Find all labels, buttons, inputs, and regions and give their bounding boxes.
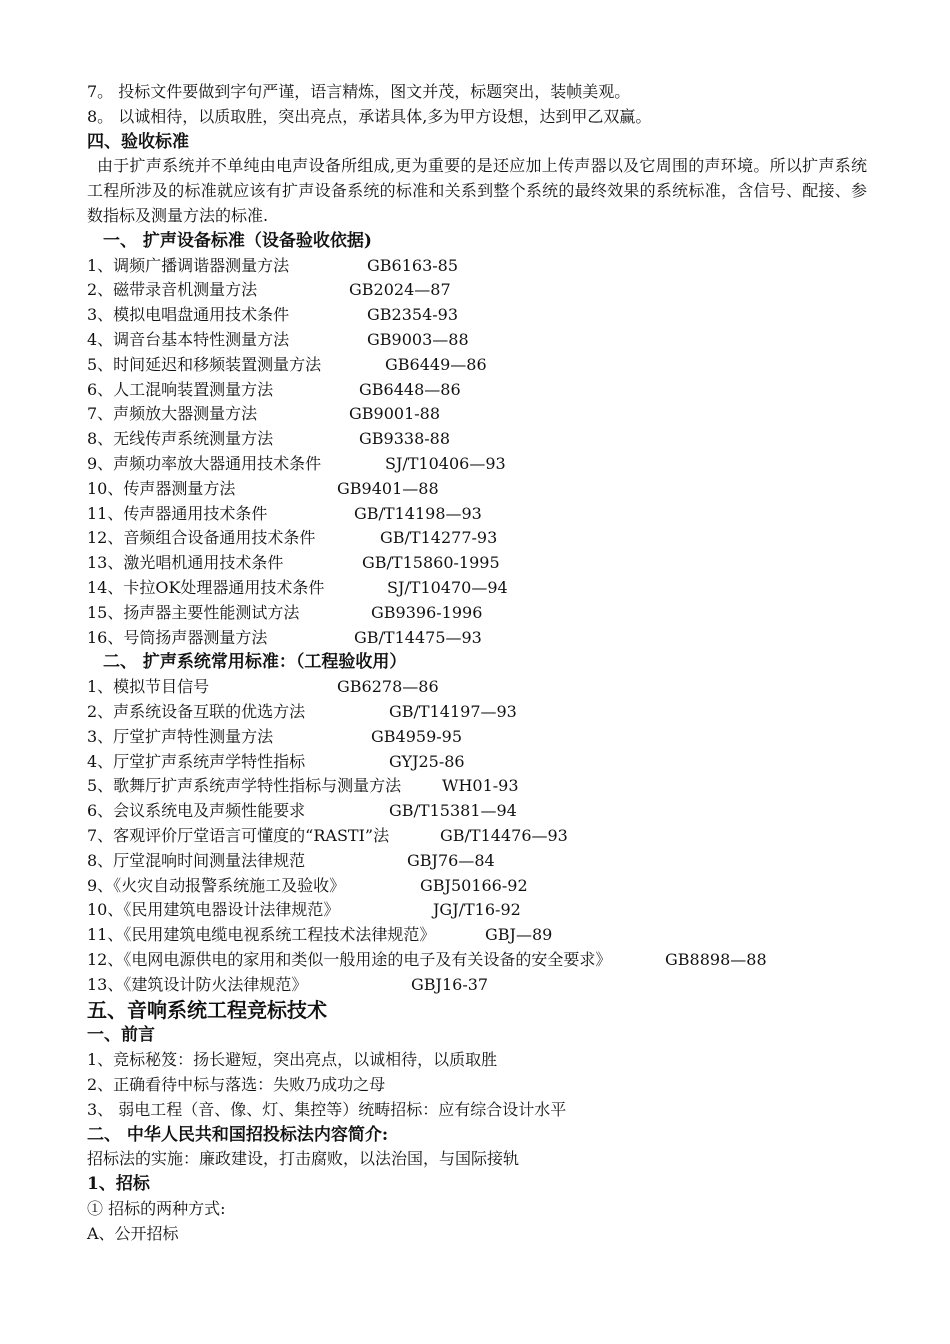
standard-code: GB8898—88 <box>665 949 767 969</box>
standard-name: 5、时间延迟和移频装置测量方法 <box>87 354 322 374</box>
list-item <box>87 254 867 279</box>
standard-name: 14、卡拉OK处理器通用技术条件 <box>87 577 325 597</box>
standard-name: 11、《民用建筑电缆电视系统工程技术法律规范》 <box>87 925 436 945</box>
standard-name: 13、《建筑设计防火法律规范》 <box>87 974 308 994</box>
standard-name: 3、模拟电唱盘通用技术条件 <box>87 305 290 325</box>
standard-code: GB/T14475—93 <box>354 627 482 647</box>
equipment-standards-list <box>87 254 867 651</box>
system-standards-list <box>87 675 867 997</box>
standard-name: 2、磁带录音机测量方法 <box>87 280 258 300</box>
standard-name: 10、《民用建筑电器设计法律规范》 <box>87 900 340 920</box>
standard-name: 6、会议系统电及声频性能要求 <box>87 801 306 821</box>
standard-name: 4、厅堂扩声系统声学特性指标 <box>87 751 306 771</box>
list-item: A、公开招标 <box>87 1223 179 1243</box>
standard-name: 12、《电网电源供电的家用和类似一般用途的电子及有关设备的安全要求》 <box>87 949 612 969</box>
standard-name: 3、厅堂扩声特性测量方法 <box>87 726 274 746</box>
standard-code: GB6448—86 <box>359 379 461 399</box>
list-item <box>87 502 867 527</box>
standard-name: 2、声系统设备互联的优选方法 <box>87 701 306 721</box>
list-item <box>87 626 867 651</box>
standard-code: GB/T15860-1995 <box>362 553 500 573</box>
list-item <box>87 551 867 576</box>
section-5-sub2-1-title: 1、招标 <box>87 1174 150 1195</box>
standard-code: GB/T14277-93 <box>380 528 498 548</box>
standard-code: GB/T14197—93 <box>389 701 517 721</box>
standard-code: GBJ16-37 <box>411 974 489 994</box>
standard-code: WH01-93 <box>442 776 519 796</box>
standard-code: GB9338-88 <box>359 429 451 449</box>
list-item <box>87 973 867 998</box>
standard-code: GB6163-85 <box>367 255 459 275</box>
standard-code: GB6278—86 <box>337 677 439 697</box>
list-item <box>87 278 867 303</box>
section-5-title: 五、音响系统工程竞标技术 <box>87 998 327 1023</box>
list-item <box>87 402 867 427</box>
list-item <box>87 874 867 899</box>
section-4-sub1-title: 一、 扩声设备标准（设备验收依据) <box>103 230 372 251</box>
standard-code: GB/T15381—94 <box>389 801 517 821</box>
standard-code: GB9401—88 <box>337 478 439 498</box>
section-5-sub2-title: 二、 中华人民共和国招投标法内容简介: <box>87 1124 389 1145</box>
list-item <box>87 824 867 849</box>
document-page <box>87 80 867 1247</box>
standard-name: 6、人工混响装置测量方法 <box>87 379 274 399</box>
standard-name: 1、模拟节目信号 <box>87 677 210 697</box>
list-item <box>87 898 867 923</box>
section-5-sub1-title: 一、前言 <box>87 1025 155 1046</box>
standard-code: GB6449—86 <box>385 354 487 374</box>
standard-name: 10、传声器测量方法 <box>87 478 236 498</box>
standard-code: GBJ76—84 <box>407 850 495 870</box>
standard-code: GB9396-1996 <box>371 602 483 622</box>
section-5-sub2-line: 招标法的实施：廉政建设，打击腐败，以法治国，与国际接轨 <box>87 1149 520 1169</box>
list-item <box>87 675 867 700</box>
intro-item-7: 7。 投标文件要做到字句严谨，语言精炼，图文并茂，标题突出，装帧美观。 <box>87 82 631 101</box>
list-item <box>87 378 867 403</box>
standard-code: SJ/T10470—94 <box>387 577 508 597</box>
list-item <box>87 750 867 775</box>
standard-code: GBJ50166-92 <box>420 875 528 895</box>
list-item <box>87 328 867 353</box>
standard-name: 8、无线传声系统测量方法 <box>87 429 274 449</box>
section-4-sub2-title: 二、 扩声系统常用标准：（工程验收用） <box>103 652 407 673</box>
standard-code: GBJ—89 <box>485 925 553 945</box>
standard-name: 1、调频广播调谐器测量方法 <box>87 255 290 275</box>
standard-name: 11、传声器通用技术条件 <box>87 503 268 523</box>
standard-name: 9、《火灾自动报警系统施工及验收》 <box>87 875 346 895</box>
standard-code: GYJ25-86 <box>389 751 465 771</box>
intro-item-8: 8。 以诚相待，以质取胜，突出亮点，承诺具体,多为甲方设想，达到甲乙双赢。 <box>87 106 652 126</box>
list-item <box>87 601 867 626</box>
standard-code: GB4959-95 <box>371 726 463 746</box>
list-item <box>87 774 867 799</box>
list-item: 2、正确看待中标与落选：失败乃成功之母 <box>87 1075 386 1095</box>
list-item <box>87 427 867 452</box>
standard-code: GB/T14476—93 <box>440 825 568 845</box>
list-item <box>87 353 867 378</box>
standard-code: GB9003—88 <box>367 329 469 349</box>
list-item: 3、 弱电工程（音、像、灯、集控等）统畴招标：应有综合设计水平 <box>87 1099 567 1119</box>
standard-code: GB2354-93 <box>367 305 459 325</box>
list-item <box>87 576 867 601</box>
standard-name: 13、激光唱机通用技术条件 <box>87 553 284 573</box>
standard-code: JGJ/T16-92 <box>433 900 521 920</box>
list-item <box>87 303 867 328</box>
standard-code: SJ/T10406—93 <box>385 453 506 473</box>
list-item <box>87 799 867 824</box>
standard-name: 8、厅堂混响时间测量法律规范 <box>87 850 306 870</box>
standard-name: 16、号筒扬声器测量方法 <box>87 627 268 647</box>
list-item <box>87 923 867 948</box>
standard-name: 15、扬声器主要性能测试方法 <box>87 602 300 622</box>
list-item <box>87 526 867 551</box>
standard-name: 7、客观评价厅堂语言可懂度的“RASTI”法 <box>87 825 390 845</box>
section-4-title: 四、验收标准 <box>87 131 189 152</box>
list-item: 1、竞标秘笈：扬长避短，突出亮点，以诚相待，以质取胜 <box>87 1050 498 1070</box>
list-item <box>87 948 867 973</box>
list-item <box>87 477 867 502</box>
standard-name: 7、声频放大器测量方法 <box>87 404 258 424</box>
standard-name: 5、歌舞厅扩声系统声学特性指标与测量方法 <box>87 776 402 796</box>
standard-code: GB/T14198—93 <box>354 503 482 523</box>
standard-code: GB9001-88 <box>349 404 441 424</box>
list-item <box>87 452 867 477</box>
standard-name: 4、调音台基本特性测量方法 <box>87 329 290 349</box>
list-item <box>87 700 867 725</box>
standard-code: GB2024—87 <box>349 280 451 300</box>
section-4-paragraph: 由于扩声系统并不单纯由电声设备所组成,更为重要的是还应加上传声器以及它周围的声环境。所以扩声系统工程所涉及的标准就应该有扩声设备系统的标准和关系到整个系统的最终效果的系统标准，含信号、配接、参数指标及测量方法的标准. <box>87 156 867 225</box>
standard-name: 9、声频功率放大器通用技术条件 <box>87 453 322 473</box>
list-item <box>87 849 867 874</box>
list-item: ① 招标的两种方式: <box>87 1199 226 1219</box>
list-item <box>87 725 867 750</box>
standard-name: 12、音频组合设备通用技术条件 <box>87 528 316 548</box>
